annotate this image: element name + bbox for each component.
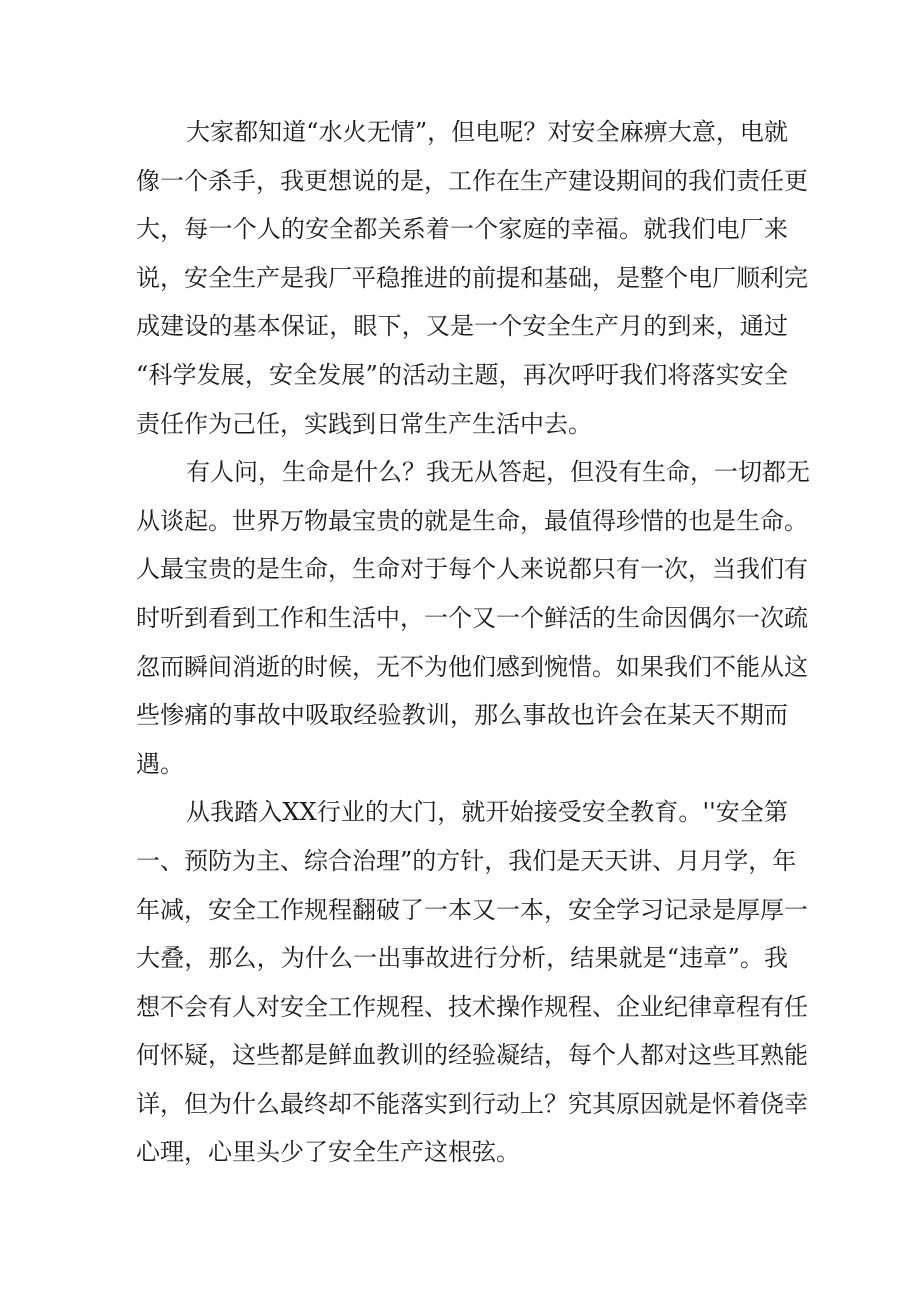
paragraph-line: 些惨痛的事故中吸取经验教训，那么事故也许会在某天不期而 bbox=[136, 701, 788, 730]
paragraph-line: 详，但为什么最终却不能落实到行动上？究其原因就是怀着侥幸 bbox=[136, 1089, 808, 1118]
paragraph-line: 大，每一个人的安全都关系着一个家庭的幸福。就我们电厂来 bbox=[136, 215, 788, 244]
document-body bbox=[136, 108, 810, 1177]
paragraph-line: 忽而瞬间消逝的时候，无不为他们感到惋惜。如果我们不能从这 bbox=[136, 652, 808, 681]
paragraph-line: 时听到看到工作和生活中，一个又一个鲜活的生命因偶尔一次疏 bbox=[136, 603, 808, 632]
paragraph-line: 遇。 bbox=[136, 749, 184, 778]
paragraph-line: 像一个杀手，我更想说的是，工作在生产建设期间的我们责任更 bbox=[136, 166, 808, 195]
paragraph-line: 说，安全生产是我厂平稳推进的前提和基础，是整个电厂顺利完 bbox=[136, 263, 808, 292]
paragraph-line: 一、预防为主、综合治理”的方针，我们是天天讲、月月学，年 bbox=[136, 846, 797, 875]
paragraph-line: 人最宝贵的是生命，生命对于每个人来说都只有一次，当我们有 bbox=[136, 555, 808, 584]
paragraph-2 bbox=[136, 448, 810, 788]
paragraph-line: 何怀疑，这些都是鲜血教训的经验凝结，每个人都对这些耳熟能 bbox=[136, 1041, 808, 1070]
paragraph-line: “科学发展，安全发展”的活动主题，再次呼吁我们将落实安全 bbox=[136, 360, 788, 389]
paragraph-line: 责任作为己任，实践到日常生产生活中去。 bbox=[136, 409, 592, 438]
paragraph-line: 心理，心里头少了安全生产这根弦。 bbox=[136, 1138, 520, 1167]
paragraph-line: 年减，安全工作规程翻破了一本又一本，安全学习记录是厚厚一 bbox=[136, 895, 808, 924]
paragraph-line: 从我踏入XX行业的大门，就开始接受安全教育。''安全第 bbox=[186, 798, 788, 827]
paragraph-line: 成建设的基本保证，眼下，又是一个安全生产月的到来，通过 bbox=[136, 312, 788, 341]
paragraph-line: 大家都知道“水火无情”，但电呢？对安全麻痹大意，电就 bbox=[186, 118, 788, 146]
paragraph-line: 大叠，那么，为什么一出事故进行分析，结果就是“违章”。我 bbox=[136, 944, 788, 973]
paragraph-line: 从谈起。世界万物最宝贵的就是生命，最值得珍惜的也是生命。 bbox=[136, 506, 808, 535]
paragraph-3 bbox=[136, 788, 808, 1177]
paragraph-line: 想不会有人对安全工作规程、技术操作规程、企业纪律章程有任 bbox=[136, 992, 808, 1021]
paragraph-1 bbox=[136, 108, 808, 448]
paragraph-line: 有人问，生命是什么？我无从答起，但没有生命，一切都无 bbox=[186, 458, 810, 487]
